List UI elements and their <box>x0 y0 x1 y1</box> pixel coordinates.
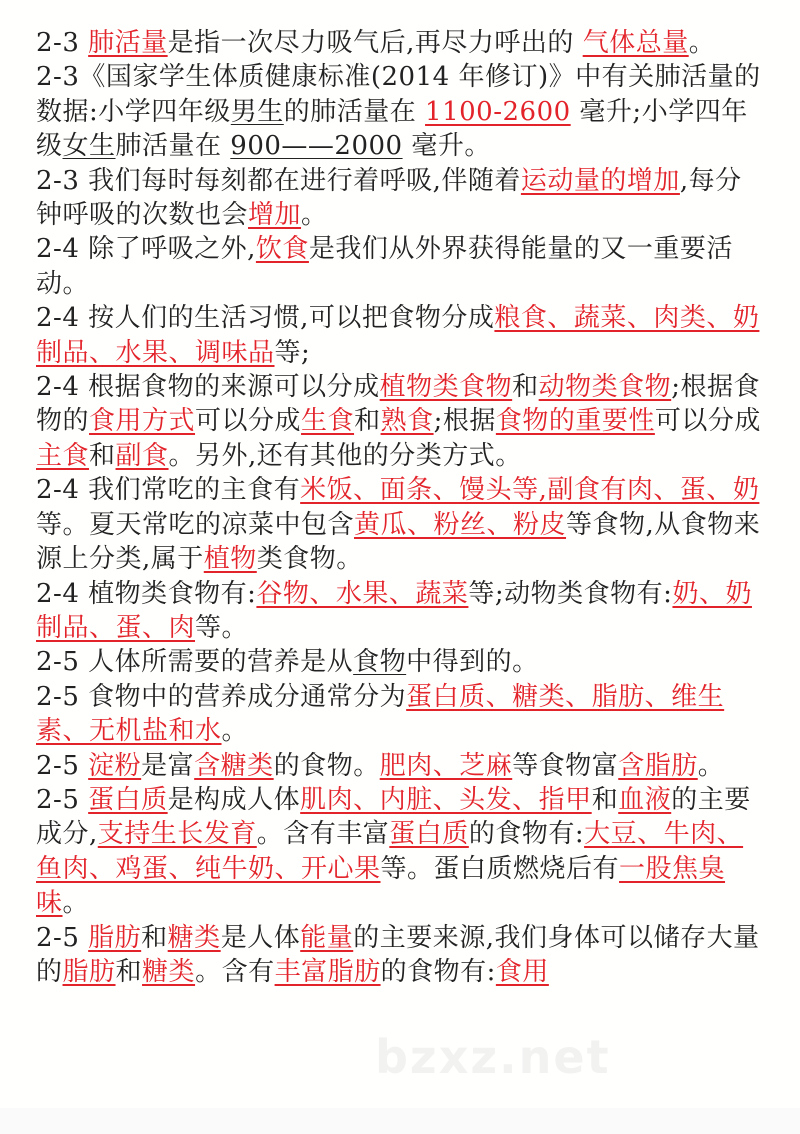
paragraph-8 <box>36 577 766 646</box>
answer-blank: 米饭、面条、馒头等,副食有肉、蛋、奶 <box>300 475 760 506</box>
answer-blank: 食用 <box>495 956 549 987</box>
text-run: 可以分成 <box>654 406 761 437</box>
underlined-text: 食物 <box>353 647 407 678</box>
text-run: 是构成人体 <box>167 784 301 815</box>
text-run: 。 <box>62 888 90 919</box>
text-run: 等; <box>274 337 311 368</box>
document-body <box>36 26 766 989</box>
answer-blank: 生食 <box>301 406 355 437</box>
answer-blank: 能量 <box>300 922 354 953</box>
paragraph-7 <box>36 473 766 576</box>
answer-blank: 动物类食物 <box>538 372 672 403</box>
underlined-text: 男生 <box>230 96 284 127</box>
text-run: 和 <box>115 956 143 987</box>
text-run: 2-5 <box>36 784 89 815</box>
answer-blank: 糖类 <box>142 956 196 987</box>
text-run: ,每分钟呼吸的次数也会 <box>36 165 742 231</box>
answer-blank: 食物的重要性 <box>495 406 655 437</box>
text-run: 2-5 人体所需要的营养是从 <box>36 647 354 678</box>
text-run: 。含有 <box>195 956 275 987</box>
text-run: 2-4 根据食物的来源可以分成 <box>36 372 380 403</box>
text-run: 等。 <box>195 612 249 643</box>
paragraph-10 <box>36 680 766 749</box>
paragraph-4 <box>36 232 766 301</box>
text-run: 是指一次尽力吸气后,再尽力呼出的 <box>167 28 583 58</box>
text-run: 2-4 按人们的生活习惯,可以把食物分成 <box>36 303 495 334</box>
answer-blank: 血液 <box>618 784 672 815</box>
answer-blank: 增加 <box>248 200 302 231</box>
answer-blank: 饮食 <box>255 234 309 265</box>
answer-blank: 支持生长发育 <box>97 819 257 850</box>
answer-blank: 气体总量 <box>582 28 689 58</box>
answer-blank: 糖类 <box>167 922 221 953</box>
answer-blank: 植物 <box>203 544 257 575</box>
text-run: 类食物。 <box>256 544 363 575</box>
text-run: 。 <box>688 28 716 58</box>
text-run: ;根据 <box>433 406 496 437</box>
text-run: 肺活量在 <box>115 131 231 162</box>
text-run: 2-3 <box>36 28 89 58</box>
text-run: 2-5 <box>36 922 89 953</box>
answer-blank: 肺活量 <box>88 28 168 58</box>
text-run: 和 <box>591 784 619 815</box>
answer-blank: 谷物、水果、蔬菜 <box>256 578 469 609</box>
text-run: 和 <box>141 922 168 953</box>
text-run: 2-4 植物类食物有: <box>36 578 257 609</box>
answer-blank: 植物类食物 <box>379 372 513 403</box>
text-run: 。含有丰富 <box>256 819 390 850</box>
answer-blank: 肥肉、芝麻 <box>379 750 513 781</box>
answer-blank: 含脂肪 <box>618 750 698 781</box>
text-run: 等食物,从食物来源上分类,属于 <box>36 509 761 575</box>
answer-blank: 淀粉 <box>88 750 142 781</box>
answer-blank: 副食 <box>115 440 169 471</box>
text-run: 等食物富 <box>512 750 619 781</box>
text-run: 2-3 我们每时每刻都在进行着呼吸,伴随着 <box>36 165 521 196</box>
paragraph-9 <box>36 645 766 679</box>
answer-blank: 脂肪 <box>88 922 142 953</box>
text-run: 。 <box>697 750 725 781</box>
text-run: 。另外,还有其他的分类方式。 <box>168 440 522 471</box>
underlined-text: 900——2000 <box>230 131 403 162</box>
answer-blank: 主食 <box>36 440 90 471</box>
text-run: 的食物有: <box>468 819 585 850</box>
paragraph-6 <box>36 370 766 473</box>
answer-blank: 粮食、蔬菜、肉类、奶制品、水果、调味品 <box>36 303 760 368</box>
answer-blank: 丰富脂肪 <box>274 956 381 987</box>
paragraph-13 <box>36 921 766 990</box>
text-run: 的食物有: <box>380 956 496 987</box>
text-run: 中得到的。 <box>406 647 539 678</box>
underlined-text: 女生 <box>62 131 116 162</box>
text-run: 和 <box>512 372 539 403</box>
text-run: 等。蛋白质燃烧后有 <box>380 853 620 884</box>
answer-blank: 蛋白质 <box>389 819 469 850</box>
text-run: 是人体 <box>220 922 301 953</box>
answer-blank: 熟食 <box>380 406 434 437</box>
answer-blank: 蛋白质、糖类、脂肪、维生素、无机盐和水 <box>36 681 725 747</box>
paragraph-5 <box>36 301 766 370</box>
text-run: 。 <box>301 200 328 231</box>
text-run: 是富 <box>141 750 195 781</box>
answer-blank: 运动量的增加 <box>520 165 680 196</box>
answer-blank: 肌肉、内脏、头发、指甲 <box>300 784 592 815</box>
text-run: 毫升。 <box>402 131 491 162</box>
page-bottom-margin <box>0 1108 800 1134</box>
text-run: 2-4 我们常吃的主食有 <box>36 475 301 506</box>
answer-blank: 食用方式 <box>89 406 196 437</box>
text-run: 2-3《国家学生体质健康标准(2014 年修订)》中有关肺活量的数据:小学四年级 <box>36 62 761 127</box>
paragraph-1 <box>36 26 766 60</box>
text-run: 2-5 食物中的营养成分通常分为 <box>36 681 407 712</box>
text-run: 。 <box>221 716 249 747</box>
answer-blank: 大豆、牛肉、鱼肉、鸡蛋、纯牛奶、开心果 <box>36 819 744 884</box>
text-run: 和 <box>89 440 116 471</box>
text-run: 的主要来源,我们身体可以储存大量的 <box>36 922 760 987</box>
text-run: 等。夏天常吃的凉菜中包含 <box>36 509 355 540</box>
text-run: 的食物。 <box>273 750 380 781</box>
text-run: 是我们从外界获得能量的又一重要活动。 <box>36 234 733 299</box>
answer-blank: 一股焦臭味 <box>36 853 726 919</box>
answer-blank: 1100-2600 <box>425 96 571 127</box>
text-run: 和 <box>354 406 381 437</box>
paragraph-2 <box>36 60 766 163</box>
text-run: 的主要成分, <box>36 784 751 850</box>
answer-blank: 蛋白质 <box>88 784 168 815</box>
answer-blank: 脂肪 <box>62 956 116 987</box>
text-run: 2-4 除了呼吸之外, <box>36 234 256 265</box>
paragraph-11 <box>36 749 766 783</box>
watermark: bzxz.net <box>375 1030 611 1084</box>
answer-blank: 奶、奶制品、蛋、肉 <box>36 578 752 643</box>
paragraph-12 <box>36 783 766 921</box>
paragraph-3 <box>36 164 766 233</box>
text-run: 毫升;小学四年级 <box>36 96 748 162</box>
text-run: 等;动物类食物有: <box>468 578 673 609</box>
text-run: ;根据食物的 <box>36 372 760 437</box>
text-run: 的肺活量在 <box>283 96 426 127</box>
text-run: 可以分成 <box>195 406 302 437</box>
text-run: 2-5 <box>36 750 89 781</box>
answer-blank: 含糖类 <box>194 750 274 781</box>
answer-blank: 黄瓜、粉丝、粉皮 <box>354 509 567 540</box>
